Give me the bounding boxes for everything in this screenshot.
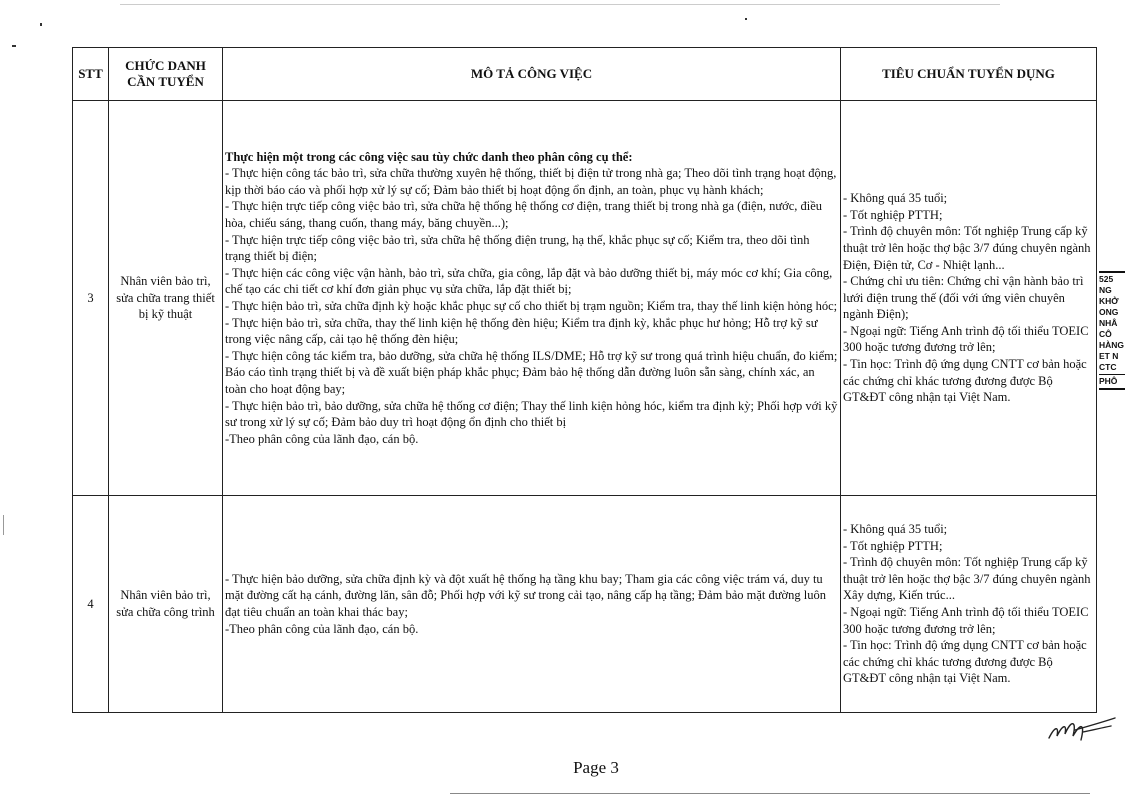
requirement-item: - Trình độ chuyên môn: Tốt nghiệp Trung cấp kỹ thuật trở lên hoặc thợ bậc 3/7 đúng chuyên ngành Điện, Điện tử, Cơ - Nhiệt lạnh... — [843, 224, 1091, 272]
header-position — [109, 48, 223, 101]
signature-mark — [1045, 712, 1117, 746]
stamp-text: CTC — [1099, 362, 1117, 372]
description-heading: Thực hiện một trong các công việc sau tùy chức danh theo phân công cụ thể: — [225, 149, 633, 164]
requirement-item: - Chứng chỉ ưu tiên: Chứng chỉ vận hành bảo trì lưới điện trung thế (đối với ứng viên chuyên ngành Điện); — [843, 274, 1084, 322]
header-description: MÔ TẢ CÔNG VIỆC — [223, 48, 841, 101]
description-item: - Thực hiện trực tiếp công việc bảo trì, sửa chữa hệ thống hệ thống cơ điện, trang thiết bị trong nhà ga (điện, nước, điều hòa, chiếu sáng, thang cuốn, thang máy, băng chuyền...); — [225, 199, 823, 231]
stamp-rule — [1099, 374, 1125, 375]
requirement-item: - Không quá 35 tuổi; — [843, 522, 948, 537]
position-title: Nhân viên bảo trì, sửa chữa công trình — [109, 496, 223, 713]
stamp-text: ET N — [1099, 351, 1119, 361]
scan-bottom-line — [450, 793, 1090, 794]
table-header-row — [73, 48, 1097, 101]
recruitment-table — [72, 47, 1097, 713]
stamp-text: NHÂ — [1099, 318, 1118, 328]
description-item: - Thực hiện bảo trì, sửa chữa, thay thế linh kiện hệ thống đèn hiệu; Kiểm tra định kỳ, khắc phục hư hỏng; Hỗ trợ kỹ sư trong việc nâng cấp, cải tạo hệ thống đèn hiệu; — [225, 315, 818, 347]
header-position-text: CHỨC DANH CẦN TUYỂN — [125, 58, 206, 89]
position-title: Nhân viên bảo trì, sửa chữa trang thiết bị kỹ thuật — [109, 101, 223, 496]
description-item: - Thực hiện công tác bảo trì, sửa chữa thường xuyên hệ thống, thiết bị điện tử trong nhà ga; Theo dõi tình trạng hoạt động, kịp thời báo cáo và phối hợp xử lý sự cố; Đảm bảo thiết bị hoạt động ổn định, an toàn, phục vụ hành khách; — [225, 166, 837, 197]
stamp-text: ONG — [1099, 307, 1119, 317]
requirement-item: - Trình độ chuyên môn: Tốt nghiệp Trung cấp kỹ thuật trở lên hoặc thợ bậc 3/7 đúng chuyên ngành Xây dựng, Kiến trúc... — [843, 555, 1091, 603]
description-item: - Thực hiện bảo trì, sửa chữa định kỳ hoặc khắc phục sự cố cho thiết bị trạm nguồn; Kiểm tra, thay thế linh kiện hỏng hóc; — [225, 299, 838, 313]
scan-speck — [12, 45, 16, 47]
stamp-text: CÔ — [1099, 329, 1112, 339]
requirement-item: - Tin học: Trình độ ứng dụng CNTT cơ bản hoặc các chứng chỉ khác tương đương được Bộ GT&ĐT công nhận tại Việt Nam. — [843, 638, 1087, 686]
stamp-text: NG — [1099, 285, 1112, 295]
table-row — [73, 496, 1097, 713]
description-item: - Thực hiện trực tiếp công việc bảo trì, sửa chữa hệ thống điện trung, hạ thế, khắc phục sự cố; Kiểm tra, theo dõi tình trạng thiết bị điện; — [225, 232, 810, 264]
requirement-item: - Tin học: Trình độ ứng dụng CNTT cơ bản hoặc các chứng chỉ khác tương đương được Bộ GT&ĐT công nhận tại Việt Nam. — [843, 357, 1087, 405]
row-number: 3 — [73, 101, 109, 496]
description-item: -Theo phân công của lãnh đạo, cán bộ. — [225, 431, 419, 446]
partial-stamp — [1099, 270, 1125, 391]
description-item: - Thực hiện bảo trì, bảo dưỡng, sửa chữa hệ thống cơ điện; Thay thế linh kiện hỏng hóc, kiểm tra định kỳ; Phối hợp với kỹ sư trong xử lý sự cố; Đảm bảo duy trì hoạt động ổn định cho thiết bị — [225, 398, 838, 430]
requirement-item: - Ngoại ngữ: Tiếng Anh trình độ tối thiểu TOEIC 300 hoặc tương đương trở lên; — [843, 605, 1089, 636]
requirements — [841, 496, 1097, 713]
scan-speck — [745, 18, 747, 20]
description-item: - Thực hiện bảo dưỡng, sửa chữa định kỳ và đột xuất hệ thống hạ tầng khu bay; Tham gia các công việc trám vá, duy tu mặt đường cất hạ cánh, đường lăn, sân đỗ; Phối hợp với kỹ sư trong cải tạo, nâng cấp hạ tầng; Đảm bảo mặt đường luôn đạt tiêu chuẩn an toàn khai thác bay; — [225, 571, 827, 619]
job-description — [223, 496, 841, 713]
description-item: - Thực hiện các công việc vận hành, bảo trì, sửa chữa, gia công, lắp đặt và bảo dưỡng thiết bị, máy móc cơ khí; Gia công, chế tạo các chi tiết cơ khí đơn giản phục vụ sửa chữa, lắp đặt thiết bị; — [225, 265, 833, 297]
stamp-text: KHỞ — [1099, 296, 1119, 306]
page-number: Page 3 — [573, 758, 619, 777]
scan-speck — [40, 23, 42, 26]
requirement-item: - Tốt nghiệp PTTH; — [843, 538, 943, 553]
requirements — [841, 101, 1097, 496]
stamp-text: HÀNG — [1099, 340, 1125, 350]
requirement-item: - Ngoại ngữ: Tiếng Anh trình độ tối thiểu TOEIC 300 hoặc tương đương trở lên; — [843, 323, 1089, 355]
stamp-text: PHÔ — [1099, 376, 1118, 386]
scan-top-line — [120, 4, 1000, 5]
row-number: 4 — [73, 496, 109, 713]
requirement-item: - Không quá 35 tuổi; — [843, 191, 948, 206]
stamp-rule — [1099, 271, 1125, 273]
table-row — [73, 101, 1097, 496]
stamp-rule — [1099, 388, 1125, 390]
header-stt: STT — [73, 48, 109, 101]
requirement-item: - Tốt nghiệp PTTH; — [843, 207, 943, 222]
description-item: - Thực hiện công tác kiểm tra, bảo dưỡng, sửa chữa hệ thống ILS/DME; Hỗ trợ kỹ sư trong quá trình hiệu chuẩn, đo kiểm; Báo cáo tình trạng thiết bị và đề xuất biện pháp khắc phục; Đảm bảo hệ thống dẫn đường luôn sẵn sàng, chính xác, an toàn cho hoạt động bay; — [225, 348, 838, 396]
stamp-text: 525 — [1099, 274, 1114, 284]
header-requirements: TIÊU CHUẨN TUYỂN DỤNG — [841, 48, 1097, 101]
scan-left-mark — [3, 515, 4, 535]
job-description — [223, 101, 841, 496]
description-item: -Theo phân công của lãnh đạo, cán bộ. — [225, 621, 419, 636]
